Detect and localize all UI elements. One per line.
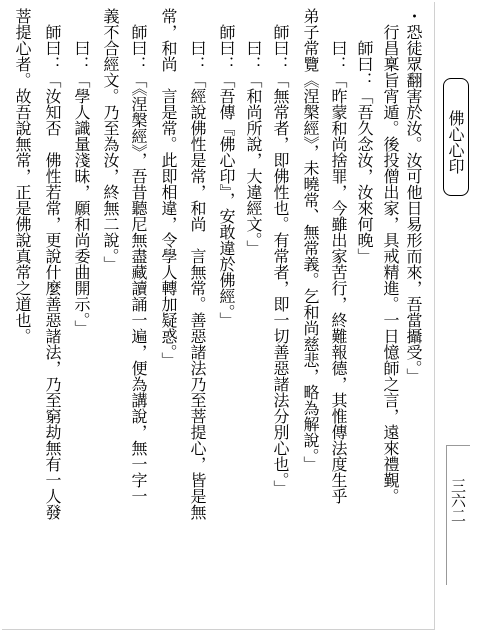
text-column-8: 師曰：「吾傳『佛心印』，安敢違於佛經。」 — [217, 8, 236, 328]
text-column-5: 弟子常覽《涅槃經》，未曉常、無常義。乞和尚慈悲，略為解說。」 — [301, 8, 320, 472]
text-column-7: 曰：「和尚所說，大違經文。」 — [244, 8, 263, 256]
page-number-tab: 三六二 — [446, 445, 470, 585]
text-column-3: 師曰：「吾久念汝，汝來何晚」 — [355, 8, 374, 264]
text-column-13: 曰：「學人識量淺昧，願和尚委曲開示。」 — [72, 8, 91, 336]
text-column-15: 菩提心者。故吾說無常，正是佛說真常之道也。 — [13, 8, 32, 344]
text-column-11: 師曰：「《涅槃經》，吾昔聽尼無盡藏讀誦一遍，便為講說，無一字一 — [129, 8, 148, 504]
text-column-4: 曰：「昨蒙和尚捨罪，今雖出家苦行，終難報德，其惟傳法度生乎 — [329, 8, 348, 504]
text-column-10: 常，和尚 言是常。此即相違，令學人轉加疑惑。」 — [159, 8, 178, 368]
text-column-12: 義不合經文。乃至為汝，終無二說。」 — [101, 8, 120, 272]
chapter-title-tab: 佛心心印 — [443, 78, 469, 196]
text-column-2: 行昌稟旨宵遁。後投僧出家，具戒精進。一日憶師之言，遠來禮覲。 — [381, 8, 400, 504]
text-column-9: 曰：「經說佛性是常，和尚 言無常。善惡諸法乃至菩提心，皆是無 — [188, 8, 207, 520]
text-column-1: ・恐徒眾翻害於汝。汝可他日易形而來，吾當攝受。」 — [404, 8, 423, 384]
text-column-14: 師曰：「汝知否 佛性若常，更說什麼善惡諸法，乃至窮劫無有一人發 — [43, 8, 62, 520]
text-column-6: 師曰：「無常者，即佛性也。有常者，即一切善惡諸法分別心也。」 — [271, 8, 290, 496]
